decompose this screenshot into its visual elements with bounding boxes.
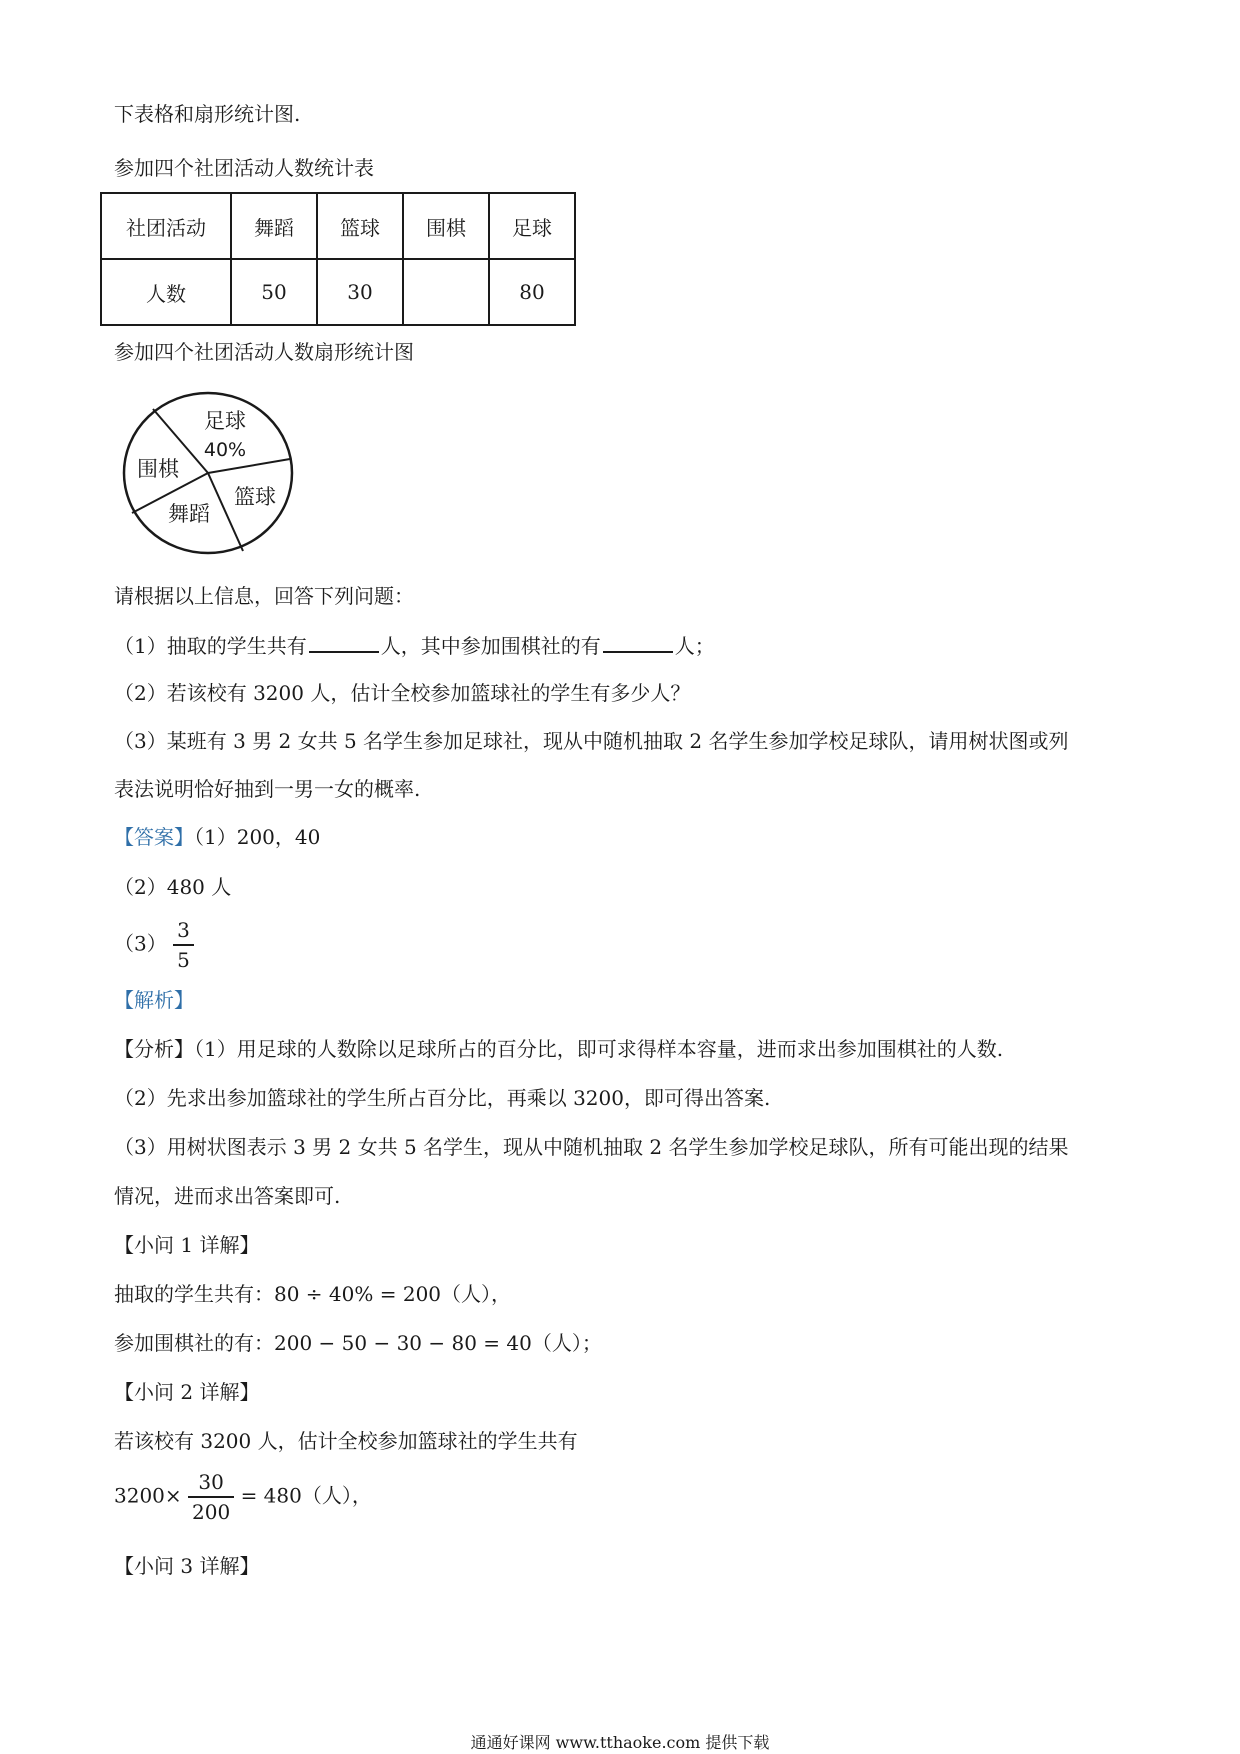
fraction-denominator: 5 [177,948,190,972]
sub1-line-1: 抽取的学生共有：80 ÷ 40% = 200（人）， [114,1282,512,1306]
table-header-cell: 足球 [489,193,575,259]
table-header-cell: 围棋 [403,193,489,259]
table-cell: 80 [489,259,575,325]
q1-part3: 人； [674,634,715,658]
table-cell: 50 [231,259,317,325]
sub1-line-2: 参加围棋社的有：200 − 50 − 30 − 80 = 40（人）； [114,1331,602,1355]
sub2-line-1: 若该校有 3200 人，估计全校参加篮球社的学生共有 [114,1429,578,1453]
sub2-formula [114,1468,372,1526]
sub3-title: 【小问 3 详解】 [114,1554,260,1578]
answer-blank[interactable] [309,631,379,653]
q1-part1: （1）抽取的学生共有 [114,634,307,658]
prompt: 请根据以上信息，回答下列问题： [114,584,414,608]
pie-chart [118,386,298,560]
formula-fraction [188,1468,234,1526]
question-3-line1: （3）某班有 3 男 2 女共 5 名学生参加足球社，现从中随机抽取 2 名学生参加学校足球队，请用树状图或列 [114,729,1069,753]
pie-label-dance: 舞蹈 [168,502,210,526]
formula-right: = 480（人）， [240,1483,372,1508]
table-cell: 30 [317,259,403,325]
answer-3-fraction [173,916,194,974]
analysis-line-1: 【分析】（1）用足球的人数除以足球所占的百分比，即可求得样本容量，进而求出参加围棋社的人数. [114,1037,1004,1061]
answer-blank[interactable] [603,631,673,653]
page-footer: 通通好课网 www.tthaoke.com 提供下载 [470,1733,770,1752]
analysis-line-2: （2）先求出参加篮球社的学生所占百分比，再乘以 3200，即可得出答案. [114,1086,771,1110]
sub1-title: 【小问 1 详解】 [114,1233,260,1257]
stat-table [100,192,576,326]
pie-label-soccer-pct: 40% [203,439,247,461]
fraction-numerator: 30 [188,1468,234,1498]
table-cell: 人数 [101,259,231,325]
analysis-line-3: （3）用树状图表示 3 男 2 女共 5 名学生，现从中随机抽取 2 名学生参加学校足球队，所有可能出现的结果 [114,1135,1069,1159]
table-cell [403,259,489,325]
table-data-row [101,259,575,325]
analysis-line-4: 情况，进而求出答案即可. [114,1184,341,1208]
table-header-cell: 社团活动 [101,193,231,259]
fraction-denominator: 200 [192,1500,231,1524]
table-header-row [101,193,575,259]
pie-label-basketball: 篮球 [234,485,276,509]
pie-label-soccer: 足球 [204,409,246,433]
formula-left: 3200× [114,1483,182,1508]
intro-line: 下表格和扇形统计图. [114,102,301,126]
answer-3-prefix: （3） [114,931,167,956]
answer-2: （2）480 人 [114,875,232,899]
sub2-title: 【小问 2 详解】 [114,1380,260,1404]
table-header-cell: 篮球 [317,193,403,259]
q1-part2: 人，其中参加围棋社的有 [380,634,601,658]
answer-line-1 [114,823,320,851]
answer-tag: 【答案】 [114,825,194,849]
pie-divider [208,459,290,473]
table-title: 参加四个社团活动人数统计表 [114,156,374,180]
analysis-tag: 【解析】 [114,988,194,1012]
pie-title: 参加四个社团活动人数扇形统计图 [114,340,414,364]
question-3-line2: 表法说明恰好抽到一男一女的概率. [114,777,421,801]
table-header-cell: 舞蹈 [231,193,317,259]
fraction-numerator: 3 [173,916,194,946]
pie-label-go: 围棋 [137,457,179,481]
question-2: （2）若该校有 3200 人，估计全校参加篮球社的学生有多少人？ [114,681,691,705]
answer-1: （1）200，40 [194,825,321,849]
question-1 [114,631,715,660]
answer-3 [114,916,194,974]
